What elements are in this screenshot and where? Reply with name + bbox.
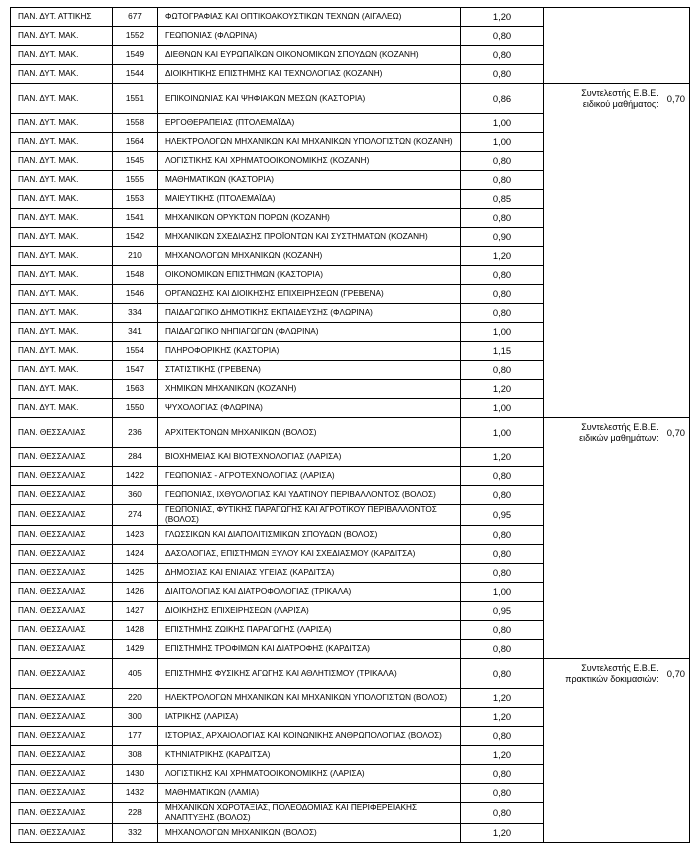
coefficient-cell: 0,80	[461, 765, 544, 784]
department-cell: ΜΑΘΗΜΑΤΙΚΩΝ (ΛΑΜΙΑ)	[158, 784, 461, 803]
code-cell: 1430	[113, 765, 158, 784]
coefficient-cell: 0,80	[461, 564, 544, 583]
coefficient-cell: 1,15	[461, 342, 544, 361]
code-cell: 1549	[113, 46, 158, 65]
table-row	[11, 659, 690, 689]
table-row	[11, 84, 690, 114]
university-cell: ΠΑΝ. ΘΕΣΣΑΛΙΑΣ	[11, 486, 113, 505]
ebe-coefficient-note	[544, 659, 690, 843]
code-cell: 220	[113, 689, 158, 708]
university-cell: ΠΑΝ. ΘΕΣΣΑΛΙΑΣ	[11, 727, 113, 746]
coefficient-cell: 1,20	[461, 448, 544, 467]
ebe-label-line2: ειδικού μαθήματος:	[582, 99, 659, 109]
coefficient-cell: 0,80	[461, 285, 544, 304]
code-cell: 274	[113, 505, 158, 526]
department-cell: ΔΙΟΙΚΗΤΙΚΗΣ ΕΠΙΣΤΗΜΗΣ ΚΑΙ ΤΕΧΝΟΛΟΓΙΑΣ (ΚΟΖΑΝΗ)	[158, 65, 461, 84]
code-cell: 1558	[113, 114, 158, 133]
university-cell: ΠΑΝ. ΘΕΣΣΑΛΙΑΣ	[11, 418, 113, 448]
code-cell: 332	[113, 824, 158, 843]
ebe-label-line2: ειδικών μαθημάτων:	[579, 433, 659, 443]
code-cell: 1432	[113, 784, 158, 803]
code-cell: 405	[113, 659, 158, 689]
code-cell: 341	[113, 323, 158, 342]
code-cell: 1426	[113, 583, 158, 602]
code-cell: 677	[113, 8, 158, 27]
university-cell: ΠΑΝ. ΘΕΣΣΑΛΙΑΣ	[11, 621, 113, 640]
table-row	[11, 8, 690, 27]
coefficient-cell: 0,80	[461, 171, 544, 190]
code-cell: 1550	[113, 399, 158, 418]
university-cell: ΠΑΝ. ΔΥΤ. ΜΑΚ.	[11, 361, 113, 380]
coefficient-cell: 1,00	[461, 399, 544, 418]
university-cell: ΠΑΝ. ΘΕΣΣΑΛΙΑΣ	[11, 448, 113, 467]
department-cell: ΒΙΟΧΗΜΕΙΑΣ ΚΑΙ ΒΙΟΤΕΧΝΟΛΟΓΙΑΣ (ΛΑΡΙΣΑ)	[158, 448, 461, 467]
department-cell: ΔΙΑΙΤΟΛΟΓΙΑΣ ΚΑΙ ΔΙΑΤΡΟΦΟΛΟΓΙΑΣ (ΤΡΙΚΑΛΑ)	[158, 583, 461, 602]
university-cell: ΠΑΝ. ΘΕΣΣΑΛΙΑΣ	[11, 545, 113, 564]
department-cell: ΚΤΗΝΙΑΤΡΙΚΗΣ (ΚΑΡΔΙΤΣΑ)	[158, 746, 461, 765]
code-cell: 1428	[113, 621, 158, 640]
coefficient-cell: 0,80	[461, 640, 544, 659]
department-cell: ΕΠΙΣΤΗΜΗΣ ΦΥΣΙΚΗΣ ΑΓΩΓΗΣ ΚΑΙ ΑΘΛΗΤΙΣΜΟΥ (ΤΡΙΚΑΛΑ)	[158, 659, 461, 689]
coefficient-cell: 0,90	[461, 228, 544, 247]
code-cell: 1423	[113, 526, 158, 545]
department-cell: ΛΟΓΙΣΤΙΚΗΣ ΚΑΙ ΧΡΗΜΑΤΟΟΙΚΟΝΟΜΙΚΗΣ (ΛΑΡΙΣΑ)	[158, 765, 461, 784]
university-cell: ΠΑΝ. ΔΥΤ. ΜΑΚ.	[11, 27, 113, 46]
table-body	[11, 8, 690, 843]
university-cell: ΠΑΝ. ΔΥΤ. ΜΑΚ.	[11, 114, 113, 133]
department-cell: ΠΑΙΔΑΓΩΓΙΚΟ ΔΗΜΟΤΙΚΗΣ ΕΚΠΑΙΔΕΥΣΗΣ (ΦΛΩΡΙΝΑ)	[158, 304, 461, 323]
department-cell: ΔΙΟΙΚΗΣΗΣ ΕΠΙΧΕΙΡΗΣΕΩΝ (ΛΑΡΙΣΑ)	[158, 602, 461, 621]
university-cell: ΠΑΝ. ΘΕΣΣΑΛΙΑΣ	[11, 640, 113, 659]
department-cell: ΦΩΤΟΓΡΑΦΙΑΣ ΚΑΙ ΟΠΤΙΚΟΑΚΟΥΣΤΙΚΩΝ ΤΕΧΝΩΝ (ΑΙΓΑΛΕΩ)	[158, 8, 461, 27]
university-cell: ΠΑΝ. ΔΥΤ. ΜΑΚ.	[11, 399, 113, 418]
code-cell: 1546	[113, 285, 158, 304]
code-cell: 228	[113, 803, 158, 824]
university-cell: ΠΑΝ. ΔΥΤ. ΜΑΚ.	[11, 247, 113, 266]
coefficients-table	[10, 7, 690, 843]
coefficient-cell: 1,20	[461, 8, 544, 27]
coefficient-cell: 1,00	[461, 133, 544, 152]
department-cell: ΗΛΕΚΤΡΟΛΟΓΩΝ ΜΗΧΑΝΙΚΩΝ ΚΑΙ ΜΗΧΑΝΙΚΩΝ ΥΠΟΛΟΓΙΣΤΩΝ (ΒΟΛΟΣ)	[158, 689, 461, 708]
department-cell: ΜΗΧΑΝΙΚΩΝ ΟΡΥΚΤΩΝ ΠΟΡΩΝ (ΚΟΖΑΝΗ)	[158, 209, 461, 228]
university-cell: ΠΑΝ. ΔΥΤ. ΜΑΚ.	[11, 323, 113, 342]
coefficient-cell: 0,85	[461, 190, 544, 209]
coefficient-cell: 1,20	[461, 708, 544, 727]
code-cell: 360	[113, 486, 158, 505]
university-cell: ΠΑΝ. ΔΥΤ. ΜΑΚ.	[11, 190, 113, 209]
university-cell: ΠΑΝ. ΘΕΣΣΑΛΙΑΣ	[11, 564, 113, 583]
department-cell: ΨΥΧΟΛΟΓΙΑΣ (ΦΛΩΡΙΝΑ)	[158, 399, 461, 418]
university-cell: ΠΑΝ. ΔΥΤ. ΜΑΚ.	[11, 46, 113, 65]
coefficient-cell: 1,20	[461, 824, 544, 843]
university-cell: ΠΑΝ. ΘΕΣΣΑΛΙΑΣ	[11, 602, 113, 621]
code-cell: 1427	[113, 602, 158, 621]
coefficient-cell: 0,80	[461, 152, 544, 171]
department-cell: ΜΑΘΗΜΑΤΙΚΩΝ (ΚΑΣΤΟΡΙΑ)	[158, 171, 461, 190]
ebe-label-line2: πρακτικών δοκιμασιών:	[565, 674, 659, 684]
department-cell: ΗΛΕΚΤΡΟΛΟΓΩΝ ΜΗΧΑΝΙΚΩΝ ΚΑΙ ΜΗΧΑΝΙΚΩΝ ΥΠΟΛΟΓΙΣΤΩΝ (ΚΟΖΑΝΗ)	[158, 133, 461, 152]
university-cell: ΠΑΝ. ΘΕΣΣΑΛΙΑΣ	[11, 803, 113, 824]
coefficient-cell: 0,80	[461, 784, 544, 803]
coefficient-cell: 1,20	[461, 380, 544, 399]
coefficient-cell: 0,80	[461, 727, 544, 746]
coefficient-cell: 0,80	[461, 209, 544, 228]
code-cell: 210	[113, 247, 158, 266]
code-cell: 284	[113, 448, 158, 467]
coefficient-cell: 1,00	[461, 323, 544, 342]
coefficient-cell: 0,80	[461, 803, 544, 824]
university-cell: ΠΑΝ. ΔΥΤ. ΑΤΤΙΚΗΣ	[11, 8, 113, 27]
ebe-coefficient-label	[581, 88, 659, 110]
university-cell: ΠΑΝ. ΘΕΣΣΑΛΙΑΣ	[11, 824, 113, 843]
department-cell: ΔΗΜΟΣΙΑΣ ΚΑΙ ΕΝΙΑΙΑΣ ΥΓΕΙΑΣ (ΚΑΡΔΙΤΣΑ)	[158, 564, 461, 583]
coefficient-cell: 0,80	[461, 659, 544, 689]
coefficient-cell: 1,00	[461, 114, 544, 133]
department-cell: ΣΤΑΤΙΣΤΙΚΗΣ (ΓΡΕΒΕΝΑ)	[158, 361, 461, 380]
code-cell: 1545	[113, 152, 158, 171]
ebe-coefficient-value: 0,70	[666, 668, 685, 679]
university-cell: ΠΑΝ. ΘΕΣΣΑΛΙΑΣ	[11, 467, 113, 486]
department-cell: ΙΑΤΡΙΚΗΣ (ΛΑΡΙΣΑ)	[158, 708, 461, 727]
code-cell: 177	[113, 727, 158, 746]
coefficient-cell: 0,80	[461, 46, 544, 65]
coefficient-cell: 0,80	[461, 27, 544, 46]
department-cell: ΓΛΩΣΣΙΚΩΝ ΚΑΙ ΔΙΑΠΟΛΙΤΙΣΜΙΚΩΝ ΣΠΟΥΔΩΝ (ΒΟΛΟΣ)	[158, 526, 461, 545]
code-cell: 1542	[113, 228, 158, 247]
coefficient-cell: 1,20	[461, 746, 544, 765]
code-cell: 1425	[113, 564, 158, 583]
university-cell: ΠΑΝ. ΔΥΤ. ΜΑΚ.	[11, 266, 113, 285]
university-cell: ΠΑΝ. ΔΥΤ. ΜΑΚ.	[11, 342, 113, 361]
university-cell: ΠΑΝ. ΘΕΣΣΑΛΙΑΣ	[11, 659, 113, 689]
university-cell: ΠΑΝ. ΔΥΤ. ΜΑΚ.	[11, 133, 113, 152]
department-cell: ΓΕΩΠΟΝΙΑΣ, ΙΧΘΥΟΛΟΓΙΑΣ ΚΑΙ ΥΔΑΤΙΝΟΥ ΠΕΡΙΒΑΛΛΟΝΤΟΣ (ΒΟΛΟΣ)	[158, 486, 461, 505]
coefficient-cell: 1,00	[461, 583, 544, 602]
university-cell: ΠΑΝ. ΘΕΣΣΑΛΙΑΣ	[11, 765, 113, 784]
code-cell: 1544	[113, 65, 158, 84]
department-cell: ΟΡΓΑΝΩΣΗΣ ΚΑΙ ΔΙΟΙΚΗΣΗΣ ΕΠΙΧΕΙΡΗΣΕΩΝ (ΓΡΕΒΕΝΑ)	[158, 285, 461, 304]
ebe-coefficient-value: 0,70	[666, 93, 685, 104]
coefficient-cell: 1,20	[461, 689, 544, 708]
university-cell: ΠΑΝ. ΔΥΤ. ΜΑΚ.	[11, 171, 113, 190]
department-cell: ΓΕΩΠΟΝΙΑΣ - ΑΓΡΟΤΕΧΝΟΛΟΓΙΑΣ (ΛΑΡΙΣΑ)	[158, 467, 461, 486]
university-cell: ΠΑΝ. ΔΥΤ. ΜΑΚ.	[11, 380, 113, 399]
department-cell: ΕΠΙΣΤΗΜΗΣ ΤΡΟΦΙΜΩΝ ΚΑΙ ΔΙΑΤΡΟΦΗΣ (ΚΑΡΔΙΤΣΑ)	[158, 640, 461, 659]
university-cell: ΠΑΝ. ΔΥΤ. ΜΑΚ.	[11, 228, 113, 247]
department-cell: ΜΑΙΕΥΤΙΚΗΣ (ΠΤΟΛΕΜΑΪΔΑ)	[158, 190, 461, 209]
coefficient-cell: 0,80	[461, 304, 544, 323]
coefficient-cell: 0,80	[461, 621, 544, 640]
university-cell: ΠΑΝ. ΘΕΣΣΑΛΙΑΣ	[11, 583, 113, 602]
ebe-coefficient-note	[544, 84, 690, 418]
code-cell: 1424	[113, 545, 158, 564]
department-cell: ΠΛΗΡΟΦΟΡΙΚΗΣ (ΚΑΣΤΟΡΙΑ)	[158, 342, 461, 361]
code-cell: 1554	[113, 342, 158, 361]
code-cell: 334	[113, 304, 158, 323]
ebe-coefficient-note	[544, 418, 690, 659]
coefficient-cell: 0,80	[461, 467, 544, 486]
ebe-label-line1: Συντελεστής Ε.Β.Ε.	[581, 422, 659, 432]
coefficient-cell: 0,95	[461, 505, 544, 526]
coefficient-cell: 0,80	[461, 526, 544, 545]
ebe-label-line1: Συντελεστής Ε.Β.Ε.	[581, 663, 659, 673]
code-cell: 236	[113, 418, 158, 448]
code-cell: 1551	[113, 84, 158, 114]
code-cell: 1422	[113, 467, 158, 486]
coefficient-cell: 0,80	[461, 545, 544, 564]
coefficient-cell: 0,95	[461, 602, 544, 621]
code-cell: 1555	[113, 171, 158, 190]
university-cell: ΠΑΝ. ΘΕΣΣΑΛΙΑΣ	[11, 689, 113, 708]
university-cell: ΠΑΝ. ΔΥΤ. ΜΑΚ.	[11, 304, 113, 323]
code-cell: 300	[113, 708, 158, 727]
code-cell: 1553	[113, 190, 158, 209]
department-cell: ΕΠΙΣΤΗΜΗΣ ΖΩΙΚΗΣ ΠΑΡΑΓΩΓΗΣ (ΛΑΡΙΣΑ)	[158, 621, 461, 640]
department-cell: ΔΑΣΟΛΟΓΙΑΣ, ΕΠΙΣΤΗΜΩΝ ΞΥΛΟΥ ΚΑΙ ΣΧΕΔΙΑΣΜΟΥ (ΚΑΡΔΙΤΣΑ)	[158, 545, 461, 564]
coefficient-cell: 0,80	[461, 65, 544, 84]
department-cell: ΜΗΧΑΝΟΛΟΓΩΝ ΜΗΧΑΝΙΚΩΝ (ΒΟΛΟΣ)	[158, 824, 461, 843]
department-cell: ΧΗΜΙΚΩΝ ΜΗΧΑΝΙΚΩΝ (ΚΟΖΑΝΗ)	[158, 380, 461, 399]
ebe-coefficient-label	[579, 422, 659, 444]
coefficient-cell: 0,80	[461, 266, 544, 285]
university-cell: ΠΑΝ. ΔΥΤ. ΜΑΚ.	[11, 65, 113, 84]
department-cell: ΑΡΧΙΤΕΚΤΟΝΩΝ ΜΗΧΑΝΙΚΩΝ (ΒΟΛΟΣ)	[158, 418, 461, 448]
department-cell: ΓΕΩΠΟΝΙΑΣ, ΦΥΤΙΚΗΣ ΠΑΡΑΓΩΓΗΣ ΚΑΙ ΑΓΡΟΤΙΚΟΥ ΠΕΡΙΒΑΛΛΟΝΤΟΣ (ΒΟΛΟΣ)	[158, 505, 461, 526]
department-cell: ΕΠΙΚΟΙΝΩΝΙΑΣ ΚΑΙ ΨΗΦΙΑΚΩΝ ΜΕΣΩΝ (ΚΑΣΤΟΡΙΑ)	[158, 84, 461, 114]
university-cell: ΠΑΝ. ΔΥΤ. ΜΑΚ.	[11, 84, 113, 114]
ebe-coefficient-value: 0,70	[666, 427, 685, 438]
code-cell: 1541	[113, 209, 158, 228]
department-cell: ΠΑΙΔΑΓΩΓΙΚΟ ΝΗΠΙΑΓΩΓΩΝ (ΦΛΩΡΙΝΑ)	[158, 323, 461, 342]
university-cell: ΠΑΝ. ΘΕΣΣΑΛΙΑΣ	[11, 784, 113, 803]
table-row	[11, 418, 690, 448]
university-cell: ΠΑΝ. ΘΕΣΣΑΛΙΑΣ	[11, 746, 113, 765]
university-cell: ΠΑΝ. ΔΥΤ. ΜΑΚ.	[11, 209, 113, 228]
department-cell: ΓΕΩΠΟΝΙΑΣ (ΦΛΩΡΙΝΑ)	[158, 27, 461, 46]
empty-note-cell	[544, 8, 690, 84]
university-cell: ΠΑΝ. ΘΕΣΣΑΛΙΑΣ	[11, 505, 113, 526]
code-cell: 1548	[113, 266, 158, 285]
coefficient-cell: 0,80	[461, 486, 544, 505]
department-cell: ΜΗΧΑΝΙΚΩΝ ΧΩΡΟΤΑΞΙΑΣ, ΠΟΛΕΟΔΟΜΙΑΣ ΚΑΙ ΠΕΡΙΦΕΡΕΙΑΚΗΣ ΑΝΑΠΤΥΞΗΣ (ΒΟΛΟΣ)	[158, 803, 461, 824]
ebe-label-line1: Συντελεστής Ε.Β.Ε.	[581, 88, 659, 98]
ebe-coefficient-label	[565, 663, 659, 685]
department-cell: ΕΡΓΟΘΕΡΑΠΕΙΑΣ (ΠΤΟΛΕΜΑΪΔΑ)	[158, 114, 461, 133]
coefficient-cell: 0,86	[461, 84, 544, 114]
coefficient-cell: 1,20	[461, 247, 544, 266]
university-cell: ΠΑΝ. ΔΥΤ. ΜΑΚ.	[11, 285, 113, 304]
university-cell: ΠΑΝ. ΘΕΣΣΑΛΙΑΣ	[11, 708, 113, 727]
coefficient-cell: 0,80	[461, 361, 544, 380]
code-cell: 1552	[113, 27, 158, 46]
university-cell: ΠΑΝ. ΔΥΤ. ΜΑΚ.	[11, 152, 113, 171]
department-cell: ΟΙΚΟΝΟΜΙΚΩΝ ΕΠΙΣΤΗΜΩΝ (ΚΑΣΤΟΡΙΑ)	[158, 266, 461, 285]
university-cell: ΠΑΝ. ΘΕΣΣΑΛΙΑΣ	[11, 526, 113, 545]
coefficient-cell: 1,00	[461, 418, 544, 448]
code-cell: 1564	[113, 133, 158, 152]
department-cell: ΜΗΧΑΝΙΚΩΝ ΣΧΕΔΙΑΣΗΣ ΠΡΟΪΟΝΤΩΝ ΚΑΙ ΣΥΣΤΗΜΑΤΩΝ (ΚΟΖΑΝΗ)	[158, 228, 461, 247]
department-cell: ΔΙΕΘΝΩΝ ΚΑΙ ΕΥΡΩΠΑΪΚΩΝ ΟΙΚΟΝΟΜΙΚΩΝ ΣΠΟΥΔΩΝ (ΚΟΖΑΝΗ)	[158, 46, 461, 65]
department-cell: ΛΟΓΙΣΤΙΚΗΣ ΚΑΙ ΧΡΗΜΑΤΟΟΙΚΟΝΟΜΙΚΗΣ (ΚΟΖΑΝΗ)	[158, 152, 461, 171]
department-cell: ΙΣΤΟΡΙΑΣ, ΑΡΧΑΙΟΛΟΓΙΑΣ ΚΑΙ ΚΟΙΝΩΝΙΚΗΣ ΑΝΘΡΩΠΟΛΟΓΙΑΣ (ΒΟΛΟΣ)	[158, 727, 461, 746]
code-cell: 308	[113, 746, 158, 765]
code-cell: 1563	[113, 380, 158, 399]
code-cell: 1547	[113, 361, 158, 380]
department-cell: ΜΗΧΑΝΟΛΟΓΩΝ ΜΗΧΑΝΙΚΩΝ (ΚΟΖΑΝΗ)	[158, 247, 461, 266]
code-cell: 1429	[113, 640, 158, 659]
